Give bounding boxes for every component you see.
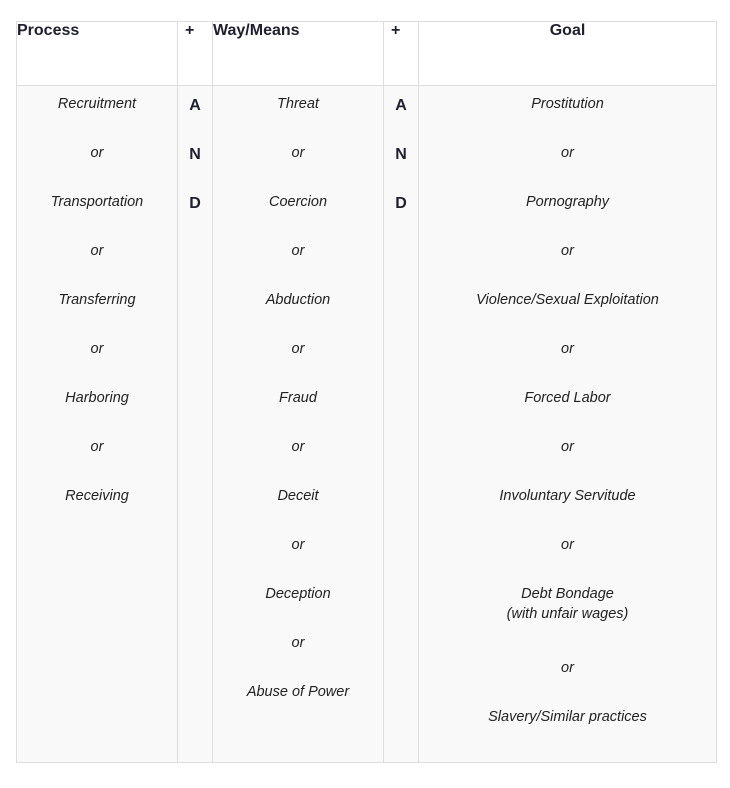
process-item: Harboring: [65, 390, 129, 406]
connector-cell-2: [384, 86, 419, 763]
goal-or: or: [561, 243, 574, 259]
way-item: Abuse of Power: [246, 684, 350, 700]
header-process: Process: [17, 22, 178, 86]
trafficking-elements-table: [16, 21, 717, 763]
and-letter-d: D: [395, 195, 407, 212]
header-goal: Goal: [419, 22, 717, 86]
way-means-cell: [213, 86, 384, 763]
way-or: or: [291, 439, 305, 455]
process-or: or: [90, 243, 104, 259]
goal-item: Forced Labor: [524, 390, 611, 406]
and-letter-d: D: [189, 195, 201, 212]
goal-or: or: [561, 660, 574, 676]
body-row: [17, 86, 717, 763]
process-or: or: [90, 145, 104, 161]
way-item: Fraud: [279, 390, 317, 406]
header-plus-2: +: [384, 22, 419, 86]
goal-item: Prostitution: [531, 96, 604, 112]
goal-item: Slavery/Similar practices: [488, 709, 647, 725]
process-or: or: [90, 341, 104, 357]
header-row: [17, 22, 717, 86]
header-way-means: Way/Means: [213, 22, 384, 86]
process-item: Receiving: [65, 488, 129, 504]
goal-or: or: [561, 537, 574, 553]
and-letter-n: N: [189, 146, 201, 163]
way-or: or: [291, 635, 305, 651]
and-letter-a: A: [189, 97, 201, 114]
way-or: or: [291, 145, 305, 161]
process-item: Recruitment: [57, 96, 137, 112]
way-item: Abduction: [265, 292, 331, 308]
process-cell: [17, 86, 178, 763]
connector-cell-1: [178, 86, 213, 763]
process-item: Transferring: [58, 292, 136, 308]
way-item: Deception: [265, 586, 331, 602]
way-or: or: [291, 341, 305, 357]
goal-item: Debt Bondage (with unfair wages): [506, 586, 629, 622]
way-item: Deceit: [277, 488, 319, 504]
goal-or: or: [561, 439, 574, 455]
and-letter-n: N: [395, 146, 407, 163]
way-or: or: [291, 537, 305, 553]
way-or: or: [291, 243, 305, 259]
goal-item: Involuntary Servitude: [499, 488, 636, 504]
way-item: Coercion: [268, 194, 328, 210]
header-plus-1: +: [178, 22, 213, 86]
process-item: Transportation: [50, 194, 144, 210]
goal-or: or: [561, 145, 574, 161]
goal-or: or: [561, 341, 574, 357]
way-item: Threat: [277, 96, 319, 112]
process-or: or: [90, 439, 104, 455]
goal-item: Violence/Sexual Exploitation: [476, 292, 659, 308]
and-letter-a: A: [395, 97, 407, 114]
goal-cell: [419, 86, 717, 763]
goal-item: Pornography: [525, 194, 610, 210]
